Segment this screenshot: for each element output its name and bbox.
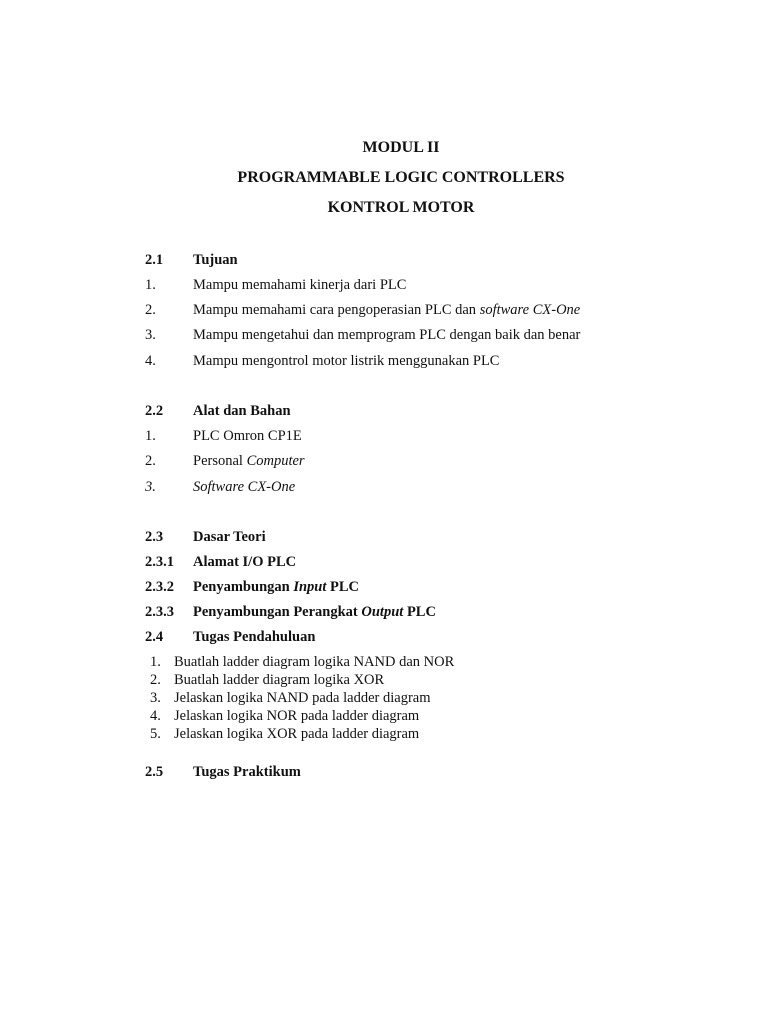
section-number: 2.3.3 <box>145 604 174 620</box>
subsection-2-3-1-heading <box>145 552 745 572</box>
item-text: Jelaskan logika NAND pada ladder diagram <box>174 690 431 706</box>
subject-title: PROGRAMMABLE LOGIC CONTROLLERS <box>237 169 565 186</box>
item-text: Jelaskan logika NOR pada ladder diagram <box>174 708 420 724</box>
item-text: Mampu mengontrol motor listrik menggunakan PLC <box>193 353 500 369</box>
item-number: 2. <box>145 302 156 318</box>
list-item <box>145 351 745 371</box>
section-title: Tugas Praktikum <box>193 764 301 780</box>
item-text: Jelaskan logika XOR pada ladder diagram <box>174 726 420 742</box>
item-number: 1. <box>145 277 156 293</box>
item-number: 4. <box>145 353 156 369</box>
section-2-5-heading <box>145 762 745 782</box>
topic-title: KONTROL MOTOR <box>327 199 475 216</box>
section-2-3-heading <box>145 527 745 547</box>
section-title: Alamat I/O PLC <box>193 554 297 570</box>
item-number: 2. <box>145 453 156 469</box>
list-item <box>150 653 650 671</box>
section-title-group <box>193 602 436 622</box>
list-item <box>150 671 650 689</box>
section-title: Tugas Pendahuluan <box>193 629 316 645</box>
section-title: Penyambungan Perangkat <box>193 604 362 620</box>
list-item <box>150 725 650 743</box>
item-text-group <box>193 451 305 471</box>
item-text: Buatlah ladder diagram logika NAND dan NOR <box>174 654 455 670</box>
section-title-after: PLC <box>403 604 436 620</box>
list-item <box>145 451 745 471</box>
section-2-1-heading <box>145 250 745 270</box>
item-text: Personal <box>193 453 247 469</box>
list-item <box>145 426 745 446</box>
list-item <box>145 325 745 345</box>
section-number: 2.3.1 <box>145 554 174 570</box>
item-number: 2. <box>150 672 161 688</box>
list-item <box>150 689 650 707</box>
item-number: 5. <box>150 726 161 742</box>
item-text: Buatlah ladder diagram logika XOR <box>174 672 385 688</box>
list-item <box>145 300 745 320</box>
section-title-italic: Output <box>361 604 404 620</box>
item-italic-text: Computer <box>246 453 305 469</box>
item-italic-text: software CX-One <box>479 302 581 318</box>
section-title-after: PLC <box>326 579 360 595</box>
list-item <box>150 707 650 725</box>
section-2-4-heading <box>145 627 745 647</box>
item-text: Mampu memahami cara pengoperasian PLC dan <box>193 302 480 318</box>
section-number: 2.4 <box>145 629 164 645</box>
subsection-2-3-2-heading <box>145 577 745 597</box>
item-number: 1. <box>145 428 156 444</box>
list-item <box>145 477 745 497</box>
module-title: MODUL II <box>362 139 440 156</box>
section-number: 2.5 <box>145 764 164 780</box>
list-item <box>145 275 745 295</box>
section-title: Dasar Teori <box>193 529 266 545</box>
section-2-2-heading <box>145 401 745 421</box>
section-number: 2.2 <box>145 403 164 419</box>
section-title-group <box>193 577 359 597</box>
item-number: 4. <box>150 708 161 724</box>
section-title: Alat dan Bahan <box>193 403 291 419</box>
item-number: 1. <box>150 654 161 670</box>
item-number: 3. <box>150 690 161 706</box>
section-number: 2.3 <box>145 529 164 545</box>
section-title-italic: Input <box>293 579 327 595</box>
section-title: Tujuan <box>193 252 238 268</box>
item-italic-text: Software CX-One <box>193 479 296 495</box>
item-text: Mampu memahami kinerja dari PLC <box>193 277 407 293</box>
subsection-2-3-3-heading <box>145 602 745 622</box>
item-text-group <box>193 300 580 320</box>
item-text: Mampu mengetahui dan memprogram PLC dengan baik dan benar <box>193 327 581 343</box>
preliminary-task-list <box>150 653 650 743</box>
item-number: 3. <box>145 479 156 495</box>
item-text: PLC Omron CP1E <box>193 428 302 444</box>
section-number: 2.3.2 <box>145 579 174 595</box>
section-title: Penyambungan <box>193 579 294 595</box>
item-number: 3. <box>145 327 156 343</box>
section-number: 2.1 <box>145 252 164 268</box>
